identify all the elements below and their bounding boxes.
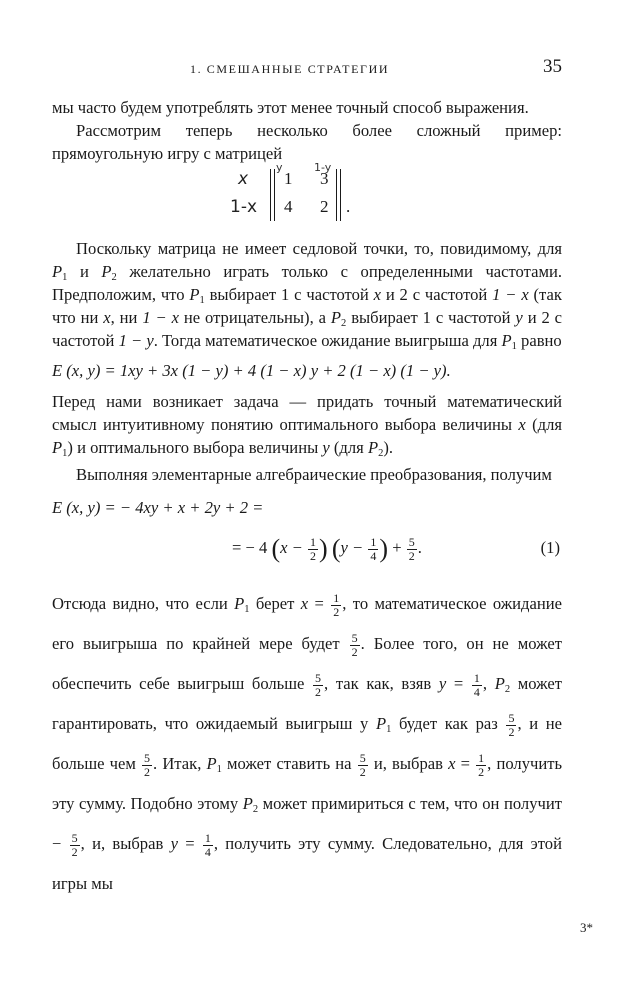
fraction: $\frac{5}{2}$ <box>351 630 358 659</box>
matrix-right-bar-2 <box>340 169 341 221</box>
fraction: $\frac{1}{2}$ <box>310 534 317 563</box>
handwritten-one-minus-x: 1-x <box>230 197 258 217</box>
page-header <box>52 56 562 82</box>
fraction: $\frac{1}{4}$ <box>473 670 480 699</box>
handwritten-one-minus-y: 1-y <box>314 161 332 174</box>
equation-number: (1) <box>540 538 560 557</box>
matrix-cell-2-1: 4 <box>284 197 293 216</box>
running-head: 1. СМЕШАННЫЕ СТРАТЕГИИ <box>190 62 390 76</box>
fraction: $\frac{1}{2}$ <box>333 590 340 619</box>
matrix-cell-1-1: 1 <box>284 169 293 188</box>
equation-expectation: E (x, y) = 1xy + 3x (1 − y) + 4 (1 − x) y + 2 (1 − x) (1 − y). <box>52 361 451 380</box>
fraction: $\frac{5}{2}$ <box>408 534 415 563</box>
equation-1-line-2: = − 4 (x − $\frac{1}{2}$ ) (y − $\frac{1}{4}$ ) + $\frac{5}{2}$ . <box>232 534 422 563</box>
matrix-left-bar-2 <box>274 169 275 221</box>
handwritten-x: x <box>238 169 249 189</box>
paragraph-2: Рассмотрим теперь несколько более сложный пример: прямоугольную игру с матрицей <box>52 121 562 163</box>
fraction: $\frac{5}{2}$ <box>144 750 151 779</box>
payoff-matrix <box>230 161 430 227</box>
page-number: 35 <box>543 56 562 77</box>
paragraph-4: Перед нами возникает задача — придать точный математический смысл интуитивному понятию оптимального выбора величины x (для $P_1$) и оптимального выбора величины y (для $P_2$). <box>52 392 563 459</box>
fraction: $\frac{5}{2}$ <box>315 670 322 699</box>
fraction: $\frac{5}{2}$ <box>71 830 78 859</box>
signature-mark: 3* <box>580 920 593 935</box>
matrix-period: . <box>346 197 351 216</box>
fraction: $\frac{5}{2}$ <box>359 750 366 779</box>
equation-1 <box>52 498 562 576</box>
matrix-cell-2-2: 2 <box>320 197 329 216</box>
equation-1-line-1: E (x, y) = − 4xy + x + 2y + 2 = <box>52 498 264 517</box>
fraction: $\frac{1}{2}$ <box>478 750 485 779</box>
paragraph-5: Выполняя элементарные алгебраические преобразования, получим <box>76 465 552 484</box>
paragraph-1: мы часто будем употреблять этот менее точный способ выражения. <box>52 98 529 117</box>
fraction: $\frac{1}{4}$ <box>370 534 377 563</box>
paragraph-3: Поскольку матрица не имеет седловой точки, то, повидимому, для $P_1$ и $P_2$ желательно играть только с определенными частотами. Предположим, что $P_1$ выбирает 1 с частотой x и 2 с частотой 1 − x (так что ни x, ни 1 − x не отрицательны), а $P_2$ выбирает 1 с частотой y и 2 с частотой 1 − y. Тогда математическое ожидание выигрыша для $P_1$ равно <box>52 239 563 352</box>
fraction: $\frac{1}{4}$ <box>204 830 211 859</box>
matrix-right-bar-1 <box>336 169 337 221</box>
matrix-left-bar-1 <box>270 169 271 221</box>
fraction: $\frac{5}{2}$ <box>508 710 515 739</box>
matrix-cell-1-2: 3 <box>320 169 329 188</box>
paragraph-6: Отсюда видно, что если $P_1$ берет x = $\frac{1}{2}$ , то математическое ожидание его выигрыша по крайней мере будет $\frac{5}{2}$ . Более того, он не может обеспечить себе выигрыш больше $\frac{5}{2}$ , так как, взяв y = $\frac{1}{4}$ , $P_2$ может гарантировать, что ожидаемый выигрыш у $P_1$ будет как раз $\frac{5}{2}$ , и не больше чем $\frac{5}{2}$ . Итак, $P_1$ может ставить на $\frac{5}{2}$ и, выбрав x = $\frac{1}{2}$ , получить эту сумму. Подобно этому $P_2$ может примириться с тем, что он получит − $\frac{5}{2}$ , и, выбрав y = $\frac{1}{4}$ , получить эту сумму. Следовательно, для этой игры мы <box>52 590 563 893</box>
book-page <box>52 56 562 904</box>
handwritten-y: y <box>276 161 283 174</box>
